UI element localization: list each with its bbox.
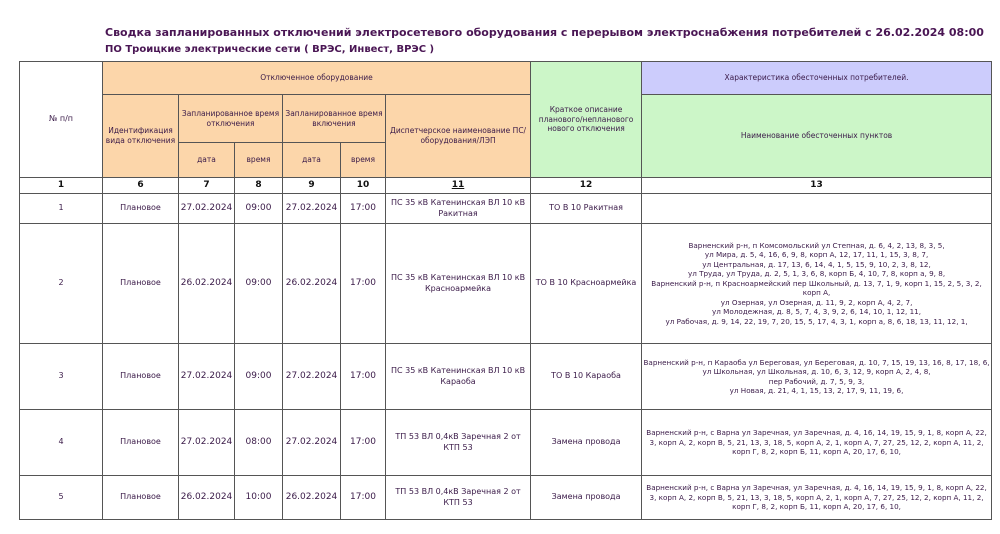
off-date: 26.02.2024 — [179, 476, 235, 520]
on-time: 17:00 — [341, 344, 386, 410]
row-number: 3 — [20, 344, 103, 410]
col-number: 6 — [103, 178, 179, 194]
outage-kind: Плановое — [103, 410, 179, 476]
outage-description: Замена провода — [531, 476, 642, 520]
settlement-line: ул Рабочая, д. 9, 14, 22, 19, 7, 20, 15, 5, 17, 4, 3, 1, корп а, 8, 6, 18, 13, 11, 12, 1, — [665, 316, 968, 326]
on-date: 27.02.2024 — [283, 410, 341, 476]
dispatch-object: ПС 35 кВ Катенинская ВЛ 10 кВ Караоба — [386, 344, 531, 410]
dispatch-object: ПС 35 кВ Катенинская ВЛ 10 кВ Ракитная — [386, 194, 531, 224]
row-number: 1 — [20, 194, 103, 224]
table-row — [20, 410, 992, 476]
settlement-line: ул Молодежная, д. 8, 5, 7, 4, 3, 9, 2, 6, 14, 10, 1, 12, 11, — [712, 307, 922, 317]
outage-kind: Плановое — [103, 194, 179, 224]
settlement-line: Варненский р-н, с Варна ул Заречная, ул Заречная, д. 4, 16, 14, 19, 15, 9, 1, 8, корп А, 22, 3, корп А, 2, корп В, 5, 21, 13, 3, 18, 5, корп А, 2, 1, корп А, 7, 27, 25, 12, 2, корп А, 11, 2, корп Г, 8, 2, корп Б, 11, корп А, 20, 17, 6, 10, — [646, 428, 987, 457]
settlement-line: ул Мира, д. 5, 4, 16, 6, 9, 8, корп А, 12, 17, 11, 1, 15, 3, 8, 7, — [704, 250, 929, 260]
header-off-date: дата — [179, 143, 235, 178]
settlements-cell — [642, 410, 992, 476]
settlement-line: пер Рабочий, д. 7, 5, 9, 3, — [768, 376, 865, 386]
table-row — [20, 344, 992, 410]
off-date: 27.02.2024 — [179, 344, 235, 410]
header-off-time: время — [235, 143, 283, 178]
row-number: 2 — [20, 224, 103, 344]
col-number: 7 — [179, 178, 235, 194]
settlement-line: Варненский р-н, п Караоба ул Береговая, ул Береговая, д. 10, 7, 15, 19, 13, 16, 8, 17, 18, 6, — [643, 357, 990, 367]
header-num: № п/п — [20, 62, 103, 178]
off-date: 27.02.2024 — [179, 194, 235, 224]
header-equipment-group: Отключенное оборудование — [103, 62, 531, 95]
outages-table — [19, 61, 992, 520]
col-number: 13 — [642, 178, 992, 194]
report-subtitle: ПО Троицкие электрические сети ( ВРЭС, Инвест, ВРЭС ) — [105, 44, 435, 55]
dispatch-object: ТП 53 ВЛ 0,4кВ Заречная 2 от КТП 53 — [386, 476, 531, 520]
settlement-line: ул Новая, д. 21, 4, 1, 15, 13, 2, 17, 9, 11, 19, 6, — [729, 386, 904, 395]
col-number: 8 — [235, 178, 283, 194]
off-time: 09:00 — [235, 194, 283, 224]
header-on-date: дата — [283, 143, 341, 178]
on-time: 17:00 — [341, 410, 386, 476]
outage-description: ТО В 10 Ракитная — [531, 194, 642, 224]
table-row — [20, 224, 992, 344]
outage-description: ТО В 10 Караоба — [531, 344, 642, 410]
settlements-cell — [642, 476, 992, 520]
col-number: 1 — [20, 178, 103, 194]
dispatch-object: ПС 35 кВ Катенинская ВЛ 10 кВ Красноармейка — [386, 224, 531, 344]
off-time: 09:00 — [235, 224, 283, 344]
col-number: 11 — [386, 178, 531, 194]
header-settlements: Наименование обесточенных пунктов — [642, 95, 992, 178]
settlements-cell — [642, 194, 992, 224]
header-description: Краткое описание планового/непланового нового отключения — [531, 62, 642, 178]
outage-description: Замена провода — [531, 410, 642, 476]
off-date: 27.02.2024 — [179, 410, 235, 476]
col-number: 12 — [531, 178, 642, 194]
settlement-line: ул Центральная, д. 17, 13, 6, 14, 4, 1, 5, 15, 9, 10, 2, 3, 8, 12, — [702, 259, 931, 269]
settlement-line: Варненский р-н, п Комсомольский ул Степная, д. 6, 4, 2, 13, 8, 3, 5, — [688, 240, 945, 250]
header-planned-off: Запланированное время отключения — [179, 95, 283, 143]
on-date: 27.02.2024 — [283, 194, 341, 224]
header-ident: Идентификация вида отключения — [103, 95, 179, 178]
header-consumers-group: Характеристика обесточенных потребителей. — [642, 62, 992, 95]
report-title: Сводка запланированных отключений электросетевого оборудования с перерывом электроснабжения потребителей с 26.02.2024 08:00 — [105, 26, 984, 39]
dispatch-object: ТП 53 ВЛ 0,4кВ Заречная 2 от КТП 53 — [386, 410, 531, 476]
table-row — [20, 476, 992, 520]
off-time: 10:00 — [235, 476, 283, 520]
header-dispatch: Диспетчерское наименование ПС/оборудования/ЛЭП — [386, 95, 531, 178]
table-row — [20, 194, 992, 224]
settlements-cell — [642, 344, 992, 410]
outage-description: ТО В 10 Красноармейка — [531, 224, 642, 344]
settlement-line: Варненский р-н, с Варна ул Заречная, ул Заречная, д. 4, 16, 14, 19, 15, 9, 1, 8, корп А, 22, 3, корп А, 2, корп В, 5, 21, 13, 3, 18, 5, корп А, 2, 1, корп А, 7, 27, 25, 12, 2, корп А, 11, 2, корп Г, 8, 2, корп Б, 11, корп А, 20, 17, 6, 10, — [646, 483, 987, 512]
col-number: 9 — [283, 178, 341, 194]
on-date: 26.02.2024 — [283, 476, 341, 520]
outage-kind: Плановое — [103, 224, 179, 344]
settlement-line: ул Озерная, ул Озерная, д. 11, 9, 2, корп А, 4, 2, 7, — [720, 297, 913, 307]
row-number: 5 — [20, 476, 103, 520]
row-number: 4 — [20, 410, 103, 476]
off-time: 08:00 — [235, 410, 283, 476]
on-date: 26.02.2024 — [283, 224, 341, 344]
settlements-cell — [642, 224, 992, 344]
col-number: 10 — [341, 178, 386, 194]
outage-kind: Плановое — [103, 344, 179, 410]
on-time: 17:00 — [341, 224, 386, 344]
settlement-line: ул Школьная, ул Школьная, д. 10, 6, 3, 12, 9, корп А, 2, 4, 8, — [702, 367, 931, 376]
settlement-line: Варненский р-н, п Красноармейский пер Школьный, д. 13, 7, 1, 9, корп 1, 15, 2, 5, 3, 2, корп А, — [651, 278, 982, 298]
header-on-time: время — [341, 143, 386, 178]
on-time: 17:00 — [341, 194, 386, 224]
outage-kind: Плановое — [103, 476, 179, 520]
off-date: 26.02.2024 — [179, 224, 235, 344]
header-planned-on: Запланированное время включения — [283, 95, 386, 143]
on-time: 17:00 — [341, 476, 386, 520]
on-date: 27.02.2024 — [283, 344, 341, 410]
off-time: 09:00 — [235, 344, 283, 410]
settlement-line: ул Труда, ул Труда, д. 2, 5, 1, 3, 6, 8, корп Б, 4, 10, 7, 8, корп а, 9, 8, — [687, 269, 946, 279]
